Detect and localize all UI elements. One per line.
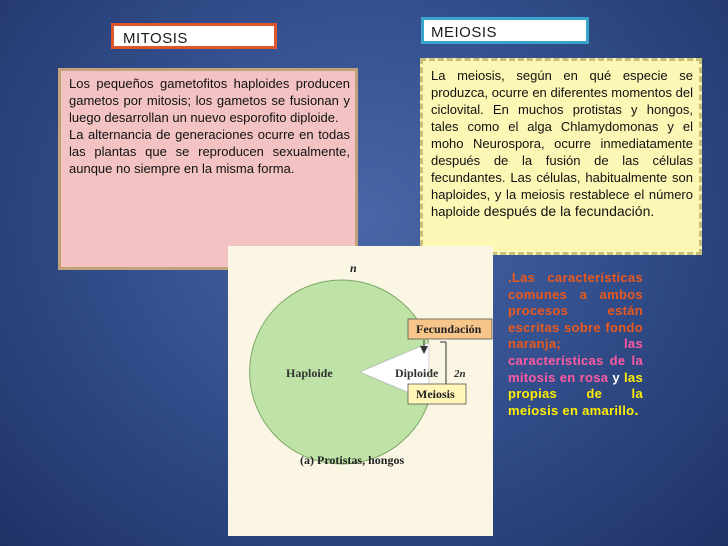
note-common-features: .Las características comunes a ambos procesos están escritas sobre fondo naranja; [508, 270, 643, 352]
haploide-label: Haploide [286, 366, 333, 380]
haploid-n-label: n [350, 261, 357, 275]
mitosis-title-text: MITOSIS [123, 30, 188, 47]
meiosis-label: Meiosis [416, 387, 455, 401]
meiosis-text-box [420, 58, 702, 255]
meiosis-paragraph-main: La meiosis, según en qué especie se produzca, ocurre en diferentes momentos del ciclovital. En muchos protistas y hongos, tales como el alga Chlamydomonas y el moho Neurospora, ocurre inmediatamente después de la fusión de las células fecundantes. Las células, habitualmente son haploides, y la meiosis restablece el número haploide [431, 68, 693, 219]
figure-caption: (a) Protistas, hongos [300, 453, 405, 467]
note-connector: y [612, 369, 620, 385]
life-cycle-diagram [228, 246, 493, 536]
mitosis-text-box [58, 68, 358, 270]
note-mitosis-features: las características de la mitosis en rosa [508, 336, 643, 385]
diploid-2n-label: 2n [454, 368, 466, 380]
mitosis-paragraph-1: Los pequeños gametofitos haploides producen gametos por mitosis; los gametos se fusionan y luego desarrollan un nuevo esporofito diploide. [69, 76, 350, 125]
color-legend-note [508, 270, 643, 505]
life-cycle-figure [228, 246, 493, 536]
note-period: . [634, 401, 639, 419]
meiosis-title-text: MEIOSIS [431, 24, 498, 41]
fecundacion-label: Fecundación [416, 322, 482, 336]
diploide-label: Diploide [395, 366, 439, 380]
mitosis-paragraph-2: La alternancia de generaciones ocurre en todas las plantas que se reproducen sexualmente, aunque no siempre en la misma forma. [69, 127, 350, 176]
meiosis-paragraph [431, 67, 693, 220]
mitosis-title [111, 23, 277, 49]
note-meiosis-features: las propias de la meiosis en amarillo [508, 369, 643, 418]
meiosis-paragraph-period: . [650, 203, 655, 219]
meiosis-title [421, 17, 589, 44]
meiosis-paragraph-end: después de la fecundación [483, 203, 651, 219]
